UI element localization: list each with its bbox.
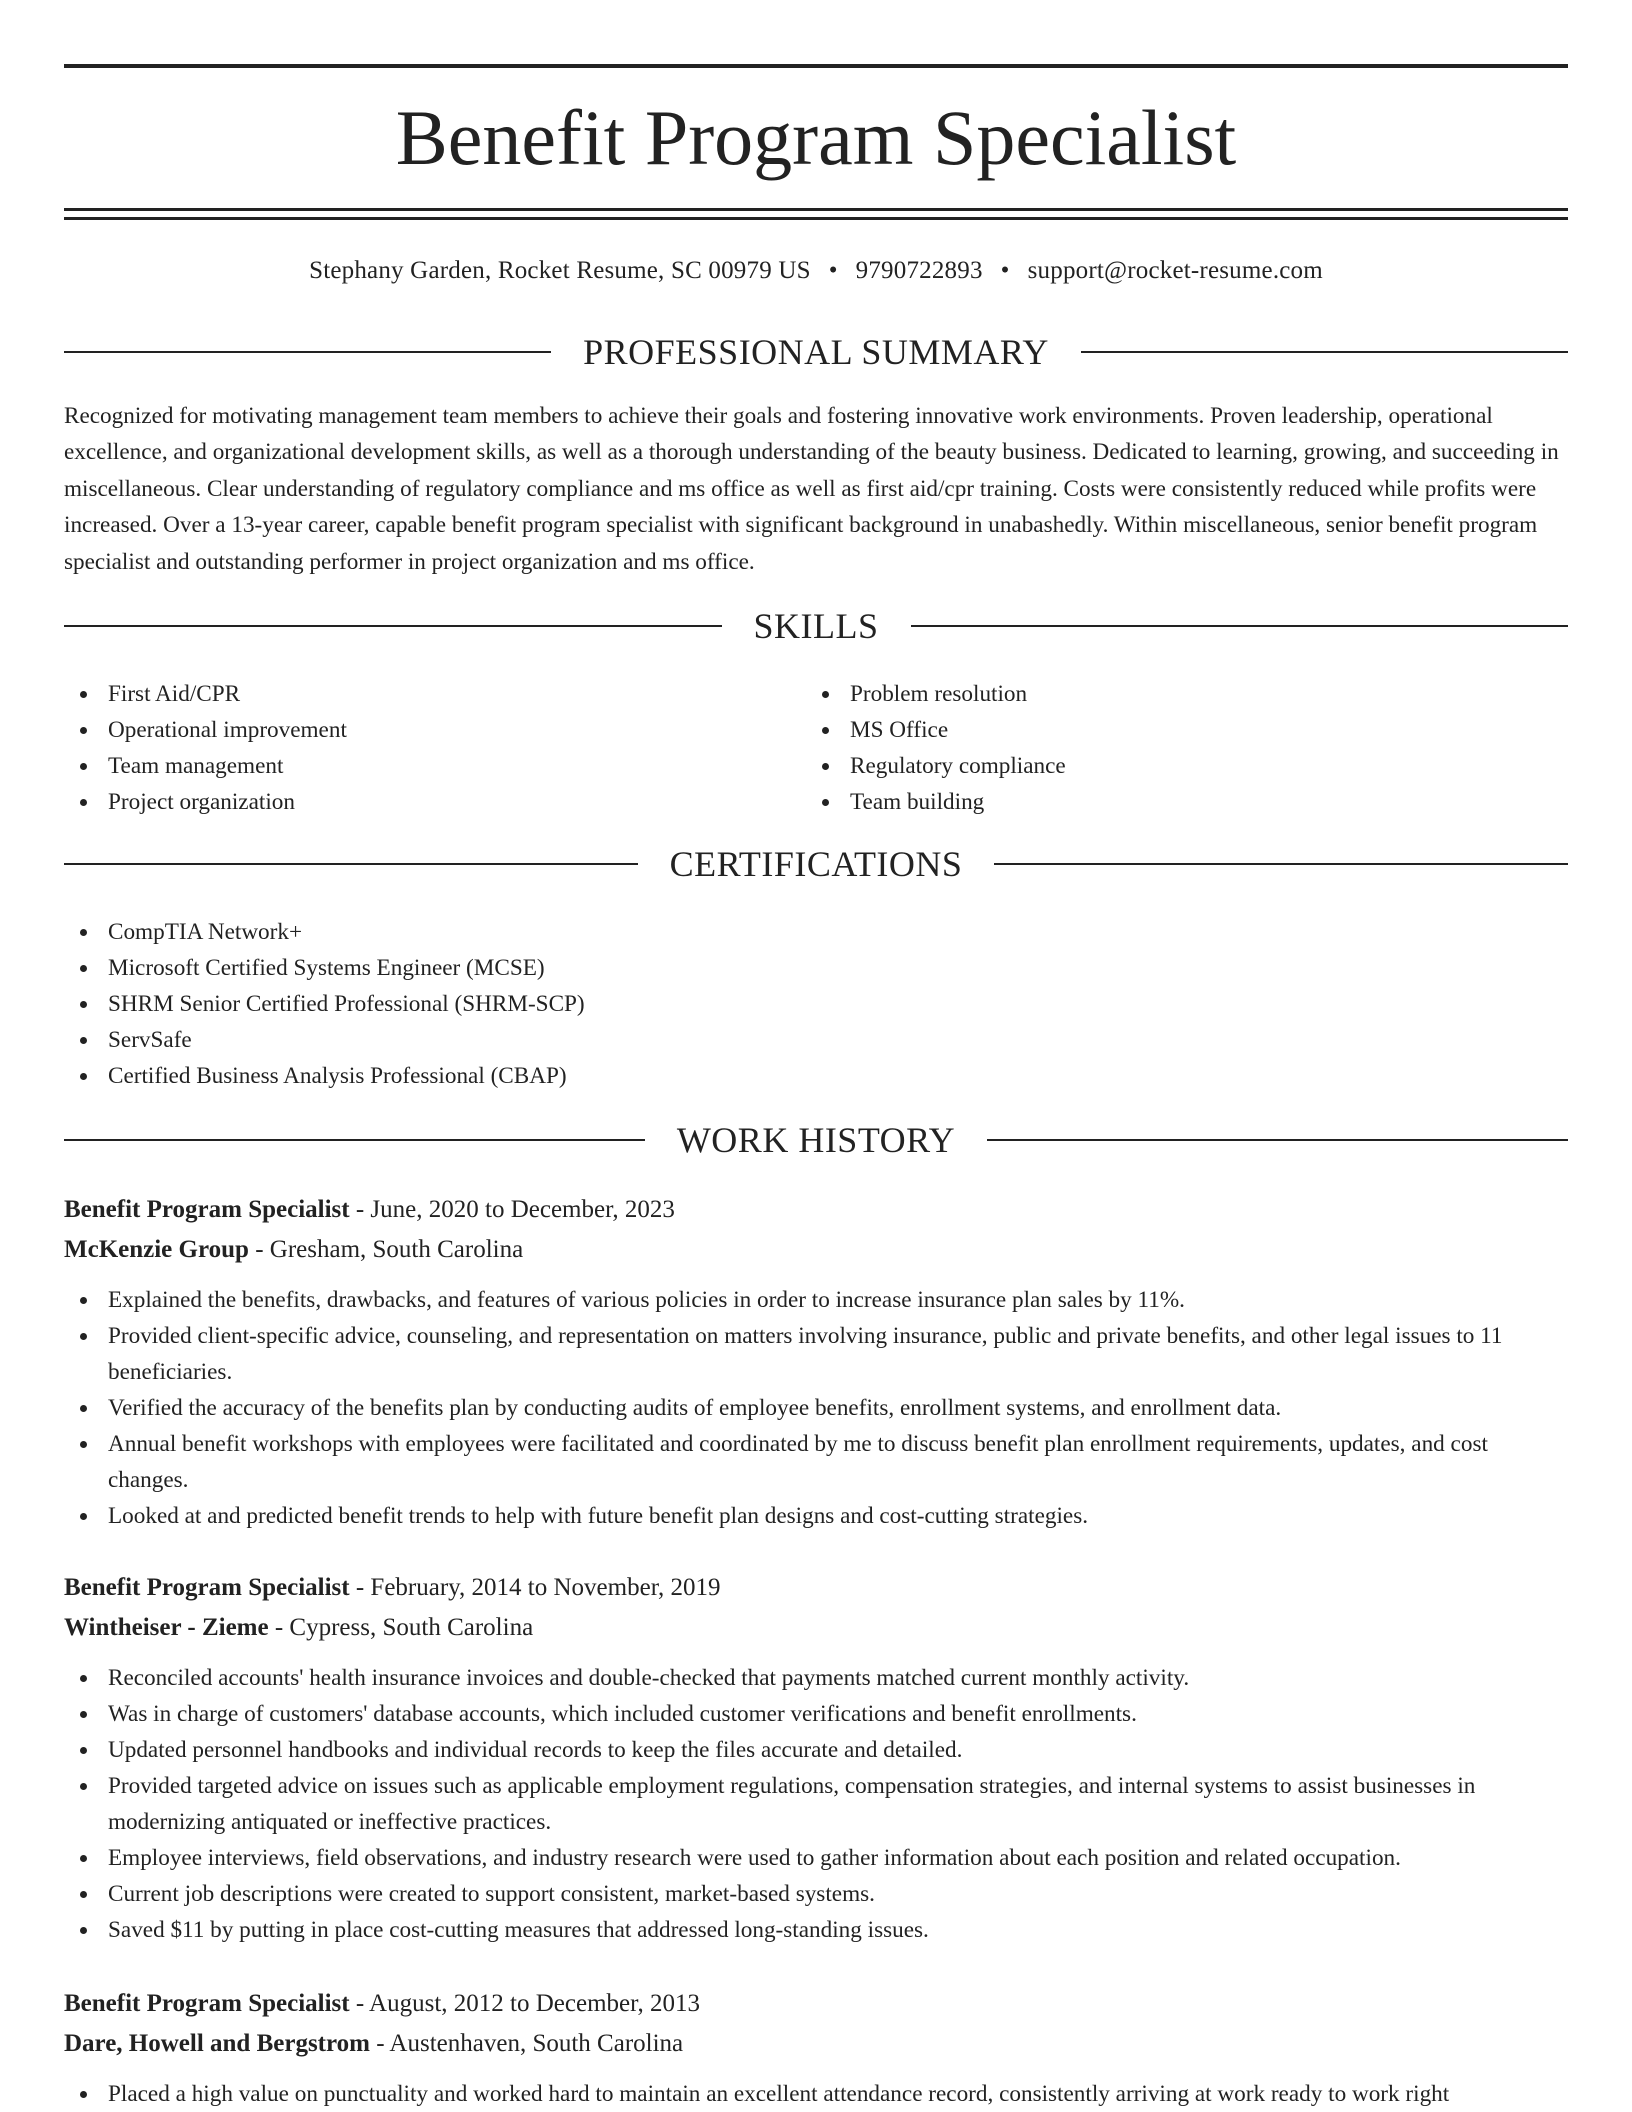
- certification-item: Certified Business Analysis Professional (CBAP): [64, 1058, 964, 1094]
- job-entry: [64, 1568, 1568, 1948]
- certification-item: SHRM Senior Certified Professional (SHRM-SCP): [64, 986, 964, 1022]
- certifications-section-heading: [64, 844, 1568, 884]
- job-duty: Explained the benefits, drawbacks, and features of various policies in order to increase insurance plan sales by 11%.: [64, 1282, 1568, 1318]
- skill-item: Team building: [806, 784, 1426, 820]
- summary-paragraph: Recognized for motivating management team members to achieve their goals and fostering innovative work environments. Proven leadership, operational excellence, and organizational development skills, as well as a thorough understanding of the beauty business. Dedicated to learning, growing, and succeeding in miscellaneous. Clear understanding of regulatory compliance and ms office as well as first aid/cpr training. Costs were consistently reduced while profits were increased. Over a 13-year career, capable benefit program specialist with significant background in unabashedly. Within miscellaneous, senior benefit program specialist and outstanding performer in project organization and ms office.: [64, 403, 1559, 575]
- job-title: Benefit Program Specialist: [64, 1574, 350, 1601]
- skill-item: Problem resolution: [806, 676, 1426, 712]
- skills-section-heading: [64, 606, 1568, 646]
- skills-list-right: [806, 676, 1426, 820]
- contact-address: Stephany Garden, Rocket Resume, SC 00979 US: [309, 257, 811, 284]
- job-title: Benefit Program Specialist: [64, 1196, 350, 1223]
- work-history-section-heading: [64, 1120, 1568, 1160]
- job-dates: - February, 2014 to November, 2019: [349, 1574, 721, 1601]
- job-company: Dare, Howell and Bergstrom: [64, 2030, 370, 2057]
- heading-rule-left: [64, 863, 638, 865]
- job-company-line: [64, 1230, 1568, 1270]
- heading-rule-left: [64, 625, 722, 627]
- job-entry: [64, 1984, 1568, 2112]
- resume-title: Benefit Program Specialist: [395, 94, 1237, 181]
- job-duty: Provided targeted advice on issues such as applicable employment regulations, compensation strategies, and internal systems to assist businesses in modernizing antiquated or ineffective practices.: [64, 1768, 1568, 1840]
- heading-rule-right: [911, 625, 1569, 627]
- certifications-list: [64, 914, 964, 1094]
- certification-item: CompTIA Network+: [64, 914, 964, 950]
- certifications-heading-label: CERTIFICATIONS: [669, 844, 963, 884]
- skill-item: Project organization: [64, 784, 684, 820]
- skill-item: Team management: [64, 748, 684, 784]
- job-company: Wintheiser - Zieme: [64, 1614, 269, 1641]
- job-duty: Looked at and predicted benefit trends to help with future benefit plan designs and cost-cutting strategies.: [64, 1498, 1568, 1534]
- job-duties-list: [64, 1660, 1568, 1948]
- job-duty: Employee interviews, field observations, and industry research were used to gather information about each position and related occupation.: [64, 1840, 1568, 1876]
- double-rule: [64, 208, 1568, 220]
- job-title-line: [64, 1190, 1568, 1230]
- job-duty: Provided client-specific advice, counseling, and representation on matters involving insurance, public and private benefits, and other legal issues to 11 beneficiaries.: [64, 1318, 1568, 1390]
- heading-rule-right: [994, 863, 1568, 865]
- skill-item: Regulatory compliance: [806, 748, 1426, 784]
- job-duty: Placed a high value on punctuality and worked hard to maintain an excellent attendance record, consistently arriving at work ready to work right: [64, 2076, 1568, 2112]
- contact-email: support@rocket-resume.com: [1027, 257, 1323, 284]
- heading-rule-left: [64, 351, 551, 353]
- certification-item: Microsoft Certified Systems Engineer (MCSE): [64, 950, 964, 986]
- top-rule: [64, 64, 1568, 68]
- skill-item: First Aid/CPR: [64, 676, 684, 712]
- job-dates: - June, 2020 to December, 2023: [349, 1196, 675, 1223]
- job-company-line: [64, 1608, 1568, 1648]
- job-duty: Updated personnel handbooks and individual records to keep the files accurate and detailed.: [64, 1732, 1568, 1768]
- skills-heading-label: SKILLS: [753, 606, 879, 646]
- skill-item: MS Office: [806, 712, 1426, 748]
- skill-item: Operational improvement: [64, 712, 684, 748]
- job-dates: - August, 2012 to December, 2013: [349, 1990, 700, 2017]
- job-title-line: [64, 1984, 1568, 2024]
- contact-line: [64, 256, 1568, 286]
- job-entry: [64, 1190, 1568, 1534]
- job-duty: Current job descriptions were created to support consistent, market-based systems.: [64, 1876, 1568, 1912]
- job-duties-list: [64, 1282, 1568, 1534]
- job-title-line: [64, 1568, 1568, 1608]
- job-duty: Annual benefit workshops with employees were facilitated and coordinated by me to discuss benefit plan enrollment requirements, updates, and cost changes.: [64, 1426, 1568, 1498]
- summary-section-heading: [64, 332, 1568, 372]
- job-company: McKenzie Group: [64, 1236, 249, 1263]
- skills-list-left: [64, 676, 684, 820]
- job-duties-list: [64, 2076, 1568, 2112]
- certification-item: ServSafe: [64, 1022, 964, 1058]
- heading-rule-right: [1081, 351, 1568, 353]
- work-history-heading-label: WORK HISTORY: [676, 1120, 956, 1160]
- summary-heading-label: PROFESSIONAL SUMMARY: [583, 332, 1049, 372]
- contact-separator: •: [828, 257, 838, 284]
- job-company-line: [64, 2024, 1568, 2064]
- job-duty: Verified the accuracy of the benefits plan by conducting audits of employee benefits, enrollment systems, and enrollment data.: [64, 1390, 1568, 1426]
- job-location: - Austenhaven, South Carolina: [369, 2030, 684, 2057]
- contact-phone: 9790722893: [855, 257, 983, 284]
- job-location: - Gresham, South Carolina: [248, 1236, 524, 1263]
- heading-rule-right: [987, 1139, 1568, 1141]
- contact-separator: •: [1000, 257, 1010, 284]
- job-title: Benefit Program Specialist: [64, 1990, 350, 2017]
- job-location: - Cypress, South Carolina: [268, 1614, 534, 1641]
- heading-rule-left: [64, 1139, 645, 1141]
- job-duty: Was in charge of customers' database accounts, which included customer verifications and benefit enrollments.: [64, 1696, 1568, 1732]
- job-duty: Saved $11 by putting in place cost-cutting measures that addressed long-standing issues.: [64, 1912, 1568, 1948]
- job-duty: Reconciled accounts' health insurance invoices and double-checked that payments matched current monthly activity.: [64, 1660, 1568, 1696]
